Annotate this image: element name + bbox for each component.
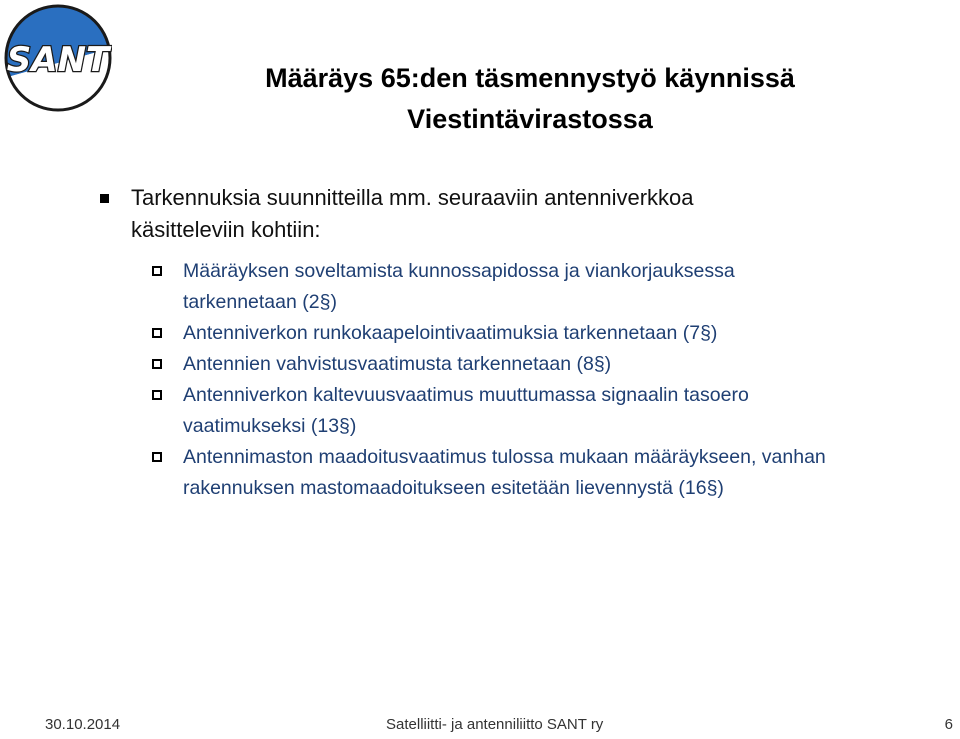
hollow-square-bullet-icon [152,390,162,400]
sub-bullet-item [150,256,960,318]
sant-logo-graphic [4,4,112,112]
footer-organization: Satelliitti- ja antenniliitto SANT ry [386,716,604,733]
title-line-1: Määräys 65:den täsmennystyö käynnissä [265,63,795,93]
sub-bullet-item [150,318,960,349]
sub-bullet-item [150,380,960,442]
main-bullet-line-2: käsitteleviin kohtiin: [131,217,321,242]
slide-title [150,58,910,140]
hollow-square-bullet-icon [152,359,162,369]
sub-bullet-item [150,349,960,380]
sub-bullet-line: Antenniverkon runkokaapelointivaatimuksia tarkennetaan (7§) [183,322,718,344]
sub-bullet-line: Antennimaston maadoitusvaatimus tulossa mukaan määräykseen, vanhan [183,446,826,468]
sub-bullet-item [150,442,960,504]
main-bullet-line-1: Tarkennuksia suunnitteilla mm. seuraaviin antenniverkkoa [131,185,694,210]
sant-logo [4,4,112,112]
sub-bullet-line: rakennuksen mastomaadoitukseen esitetään lievennystä (16§) [183,477,724,499]
sub-bullet-line: Antenniverkon kaltevuusvaatimus muuttumassa signaalin tasoero [183,384,749,406]
sub-bullet-line: Määräyksen soveltamista kunnossapidossa ja viankorjauksessa [183,260,735,282]
page-number: 6 [944,716,953,733]
footer-date: 30.10.2014 [45,716,121,733]
sub-bullet-line: vaatimukseksi (13§) [183,415,357,437]
main-bullet [96,182,956,246]
sub-bullet-list [150,256,960,504]
square-bullet-icon [100,194,109,203]
logo-text: SANT [6,40,110,80]
slide-footer [0,716,960,738]
title-line-2: Viestintävirastossa [407,104,653,134]
sub-bullet-line: Antennien vahvistusvaatimusta tarkennetaan (8§) [183,353,612,375]
hollow-square-bullet-icon [152,266,162,276]
hollow-square-bullet-icon [152,452,162,462]
hollow-square-bullet-icon [152,328,162,338]
sub-bullet-line: tarkennetaan (2§) [183,291,337,313]
